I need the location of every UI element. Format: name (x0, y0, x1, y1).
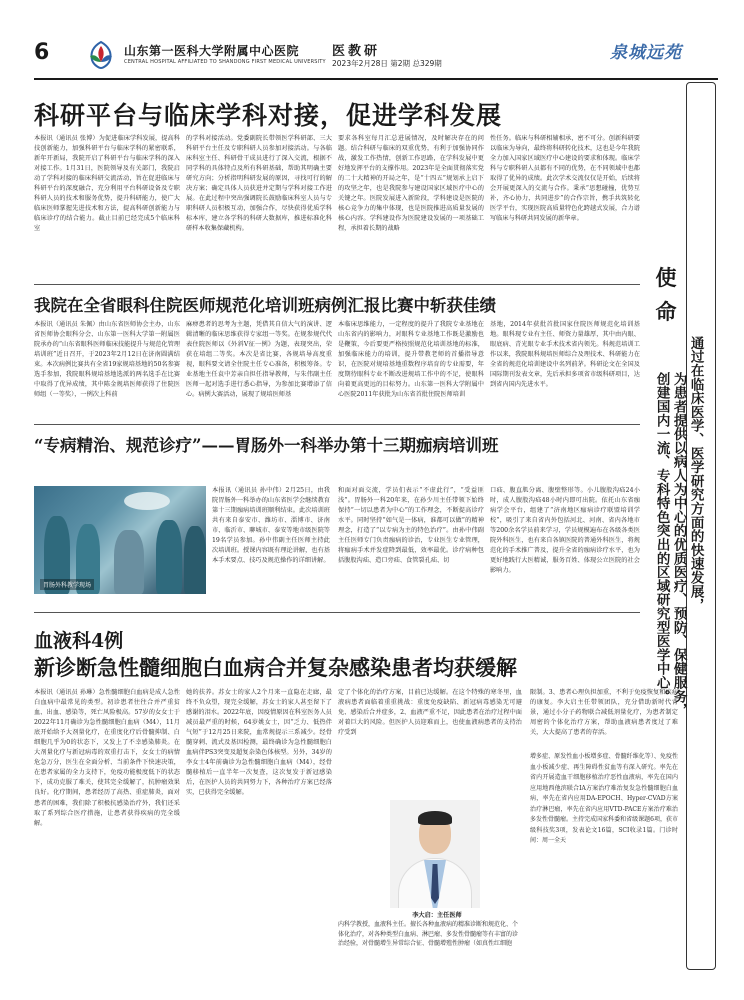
sidebar-mission-line: 为患者提供以病人为中心的优质医疗、预防、保健服务， (670, 372, 687, 717)
article2-headline: 我院在全省眼科住院医师规范化培训班病例汇报比赛中斩获佳绩 (34, 296, 496, 315)
portrait-caption: 李大启：主任医师 (412, 912, 462, 919)
article2-column: 本报讯（通讯员 朱佩）由山东省医师协会主办，山东省医师协会眼科分会、山东第一医科大学第一附属医院承办的“山东省眼科医师临床技能提升与规范化管理培训班”近日召开，于2023年2月12日在济南圆满结束。本次病例比赛共有全省19家规培基地的50名参赛选手参加，我院眼科规培基地选派的两名选手在比赛中取得了优异成绩，其中陈金规培医师获得了住院医师组（一等奖），一例次上科前 (34, 321, 180, 399)
hospital-logo-icon (84, 38, 118, 72)
article1-column: 本报讯（通讯员 张博）为促进临床学科发展，提高科技创新能力，加强科研平台与临床学科的紧密联系，新年开新局，我院开启了科研平台与临床学科的深入对接工作。1月31日，医院领导及有关部门，我院启动了学科对接的临床科研交流活动，旨在促进临床与科研平台的深度融合，充分利用平台科研设备及专职科研人员的技术和服务优势，提升科研能力，使广大临床医师掌握先进技术和方法，提高科研创新能力与临床诊疗的结合能力。截止目前已经完成5个临床科室 (34, 135, 180, 233)
masthead-title: 泉城远苑 (610, 43, 682, 63)
article1-column: 性任务。临床与科研相辅相承，密不可分。创新科研要以临床为导向，最终将科研转化技术，这也是今年我院全力加入国家区域医疗中心建设的要求和体现。临床学科与专职科研人员都有不同的优势，在不同领域中也都取得了优异的成绩。此次学术交流仅仅是开始，后续将会开展更深入的交流与合作。秉承“思想碰撞，优势互补，齐心协力，共同进步”的合作宗旨，携手共筑转化医学平台，实现医院高质量特色化跨越式发展，合力谱写临床与科研共同发展的新华章。 (490, 135, 640, 223)
bio-text: 增多症、原发性血小板增多症、骨髓纤维化等）、免疫性血小板减少症、再生障碍性贫血等有深入研究。率先在省内开展造血干细胞移植治疗恶性血液病，率先在国内应用地西他滨联合IA方案治疗难治复发急性髓细胞白血病，率先在省内应用DA-EPOCH、Hyper-CVAD方案治疗淋巴瘤，率先在省内应用VTD-PACE方案治疗难治多发性骨髓瘤。主持完成国家科委和省级课题6项，获市级科技奖3项，发表论文16篇，SCI收录1篇。门诊时间：周一全天 (530, 753, 678, 844)
doctor-bio: 内科学教授，血液科主任。擅长各种血液病的精准诊断和规范化、个体化治疗，对各种类型白血病、淋巴瘤、多发性骨髓瘤等有丰富的诊治经验，对骨髓增生异常综合征、骨髓增殖性肿瘤（如真性红细胞 (338, 921, 519, 948)
article2-column: 基地，2014年获批首批国家住院医师规范化培训基地。眼科现专业有主任、师资力量雄厚，其中由内眼、眼底病、青光眼专业手术技术省内领先。科规范培训工作以来，我院眼科规培医师综合及理技术、科研能力在全省的规范化培训建设中名列前茅。科研论文在全国及国际期刊发表文章，先后承担多项省市级科研项目，达到省内国内先进水平。 (490, 321, 640, 389)
divider (34, 424, 640, 425)
article4-headline-line1: 血液科4例 (34, 630, 124, 652)
doctor-portrait (390, 800, 480, 908)
article2-column: 麻痹患者的思考为主题，凭借其自信大气的演讲、逻辑清晰的临床思维获得专家组一等奖。在规参规代代表住院医师以《外斜V征一例》为题，表现突出，荣获在培组二等奖。本次是省比赛，各规培导高度重视，眼科要文请全住院主任专心准备，积极筹备。专业基地主任袁中芳亲自担任指导教师，与朱伟副主任医师一起对选手进行悉心指导，为参加比赛增添了信心。病例大赛活动，展现了规培医师基 (186, 321, 332, 399)
divider (34, 612, 640, 613)
article4-column: 限制。3、患者心理负担加重，不利于免疫恢复和疾病的康复。李大启主任带领团队，充分借助新时代背景，通过小分子药物联合减低剂量化疗，为患者制定周密的个体化治疗方案，帮助血液病患者度过了难关，大大提高了患者的存活。 (530, 689, 678, 737)
divider (34, 284, 640, 285)
article3-headline: “专病精治、规范诊疗”——胃肠外一科举办第十三期痂病培训班 (34, 436, 499, 455)
article1-headline: 科研平台与临床学科对接，促进学科发展 (34, 101, 503, 130)
header-rule (34, 78, 718, 80)
sidebar-char: 使 (655, 265, 677, 290)
article3-column: 和面对面交流，学员们表示“不虚此行”，“受益匪浅”。胃肠外一科20年来，在孙少川主任带领下始终保持“一切以患者为中心”的工作理念，不断提高诊疗水平。同时坚持“如气是一体病，谁都可以做”的精神理念，打造了“以专病为主的特色治疗”。由孙中伟副主任医师专门负责痂病的诊治，专业医生专业管理，将痂病手术并发症降到最低，效率最优。诊疗病种包括腹股沟疝、造口旁疝、食管裂孔疝、切 (338, 487, 484, 565)
section-title: 医教研 (332, 44, 381, 59)
article1-column: 的学科对接活动。党委副院长带领医学科研部、三大科研平台主任及专职科研人员参加对接活动。与各临床科室主任、科研骨干成员进行了深入交流，根据不同学科的具体特点及所有科研基础，帮助其明确主要研究方向；分析指明科研发展的原因，寻找可行的解决方案；确定具体人员获进并定期与学科对接工作进展。在此过程中突出强调院长鼓励临床科室人员与专职科研人员积极互动，加强合作，尽快获得优质学科标本库，建立各学科的科研大数据库，推进标准化科研样本收集保藏机构。 (186, 135, 332, 233)
article4-headline-line2: 新诊断急性髓细胞白血病合并复杂感染患者均获缓解 (34, 655, 517, 680)
hospital-name-cn: 山东第一医科大学附属中心医院 (124, 44, 300, 58)
sidebar-mission-line: 创建国内一流、专科特色突出的区域研究型医学中心。 (653, 372, 670, 704)
hospital-name-en: CENTRAL HOSPITAL AFFILIATED TO SHANDONG FIRST MEDICAL UNIVERSITY (124, 59, 326, 65)
article2-column: 本临床思维能力，一定程度的提升了我院专业基地在山东省内的影响力，对眼科专业基地工作既是激励也是鞭策，今后要更严格按照规范化培训基地的标准，加强临床能力的培训，提升带教老师的首播指导意识，在医院对规培基地重数程序培育的专业需要，年度期待眼科专业不断改进规培工作中的不足，使眼科向着更高更远的目标努力。山东第一医科大学附属中心医院2011年获批为山东省首批住院医师培训 (338, 321, 484, 399)
article4-column: 定了个体化的治疗方案，目前已达缓解。在这个特殊的寒冬里，血液病患者面临着重重挑战：重度免疫缺陷、新冠病毒感染无可避免、感染后合并症多，2、血液严重不足，因此患者在治疗过程中面对着巨大的风险。但医护人员迎难而上，也使血液病患者的支持治疗受到 (338, 689, 522, 737)
sidebar-char: 命 (655, 299, 677, 324)
article3-column: 本报讯（通讯员 孙中伟）2月25日，由我院胃肠外一科举办的山东省医学会继续教育第十三期痂病培训班顺利结束。此次培训班共有来自泰安市、潍坊市、淄博市、济南市、临沂市、聊城市、泰安等地市级医院等19名学员参加。孙中伟副主任医师主持此次培训班。授课内容既有理论讲解，也有基本手术要点、技巧及规范操作的详细讲解。 (212, 487, 330, 565)
article1-column: 要求各科室每月汇总进展情况，及时解决存在的问题。结合科研与临床的双重优势，有利于加强协同作战，激发工作热情，创新工作思路，在学科发展中更好地发挥平台的支撑作用。2023年是全面贯彻落实党的二十大精神的开局之年，是“十四五”规划承上启下的攻坚之年，也是我院参与建设国家区域医疗中心的关键之年。医院发展进入新阶段，学科建设是医院的核心竞争力的集中体现，也是医院推进高质量发展的核心内容。学科建设作为医院建设发展的一项基础工程，承担着长期的战略 (338, 135, 484, 233)
photo-caption: 胃肠外科教学现场 (40, 579, 94, 590)
sidebar-mission-line: 通过在临床医学、医学研究方面的快速发展， (687, 336, 704, 612)
issue-info: 2023年2月28日 第2期 总329期 (332, 59, 442, 68)
article4-column: 本报讯（通讯员 孙琳）急性髓细胞白血病是成人急性白血病中最常见的类型。初诊患者往往合并严重贫血、出血、感染等，死亡风险极高。57岁的女女士于2022年11月确诊为急性髓细胞白血病（M4），11月底开始给予大剂量化疗，在重度化疗后骨髓抑制、白细胞几乎为0的状态下，又发上了不幸感染肺炎。在大剂量化疗与新冠病毒的双重打击下，女女士的病情危急万分，医生在全面分析、当前条件下快速决策，在患者家属的全力支持下，免疫功能极度低下的状态下，成功克服了难关，使其完全缓解了，抗肿瘤效果良好。化疗期间，患者经历了高热、重症肺炎，面对患者的困难，我们除了积极抗感染治疗外，我们还采取了系列综合医疗措施，让患者获得疾病的完全缓解。 (34, 689, 180, 827)
article4-column: 她的扶养。苏女士的家人2个月来一直隐在走廊，最终不负众望，现完全缓解，苏女士的家人甚至留下了感谢的泪水。2022年底，因疫情原因在科室医务人员减员最严重的时候，64岁姚女士，因“乏力、低热伴气短”于12月25日来院，血常规提示三系减少。经骨髓穿刺、流式及基因检测，最终确诊为急性髓细胞白血病伴PS3突变及超复杂染色体核型。另外，34岁的李女士4年前确诊为急性髓细胞白血病（M4），经骨髓移植后一直半年一次复查，这次复发于新冠感染后，在医护人员的共同努力下，各种治疗方案已经落实，已获得完全缓解。 (186, 689, 332, 797)
page-number: 6 (34, 40, 50, 65)
surgery-photo (34, 486, 206, 594)
article3-column: 口疝、腹直肌分离、腹壁整形等。小儿腹股沟疝24小时，成人腹股沟疝48小时内即可出院。依托山东省痂病学会平台，组建了“济南地区痂病诊疗联盟培训学校”，吸引了来自省内外包括河北、河南、省内各地市等200余名学员前来学习，学员规模遍布在各级各类医院外科医生，也有来自各镇医院的普通外科医生，将规范化的手术推广普及，提升全省的痂病诊疗水平，也为更好地践行大医精诚，服务百姓、体现公立医院的社会影响力。 (490, 487, 640, 575)
